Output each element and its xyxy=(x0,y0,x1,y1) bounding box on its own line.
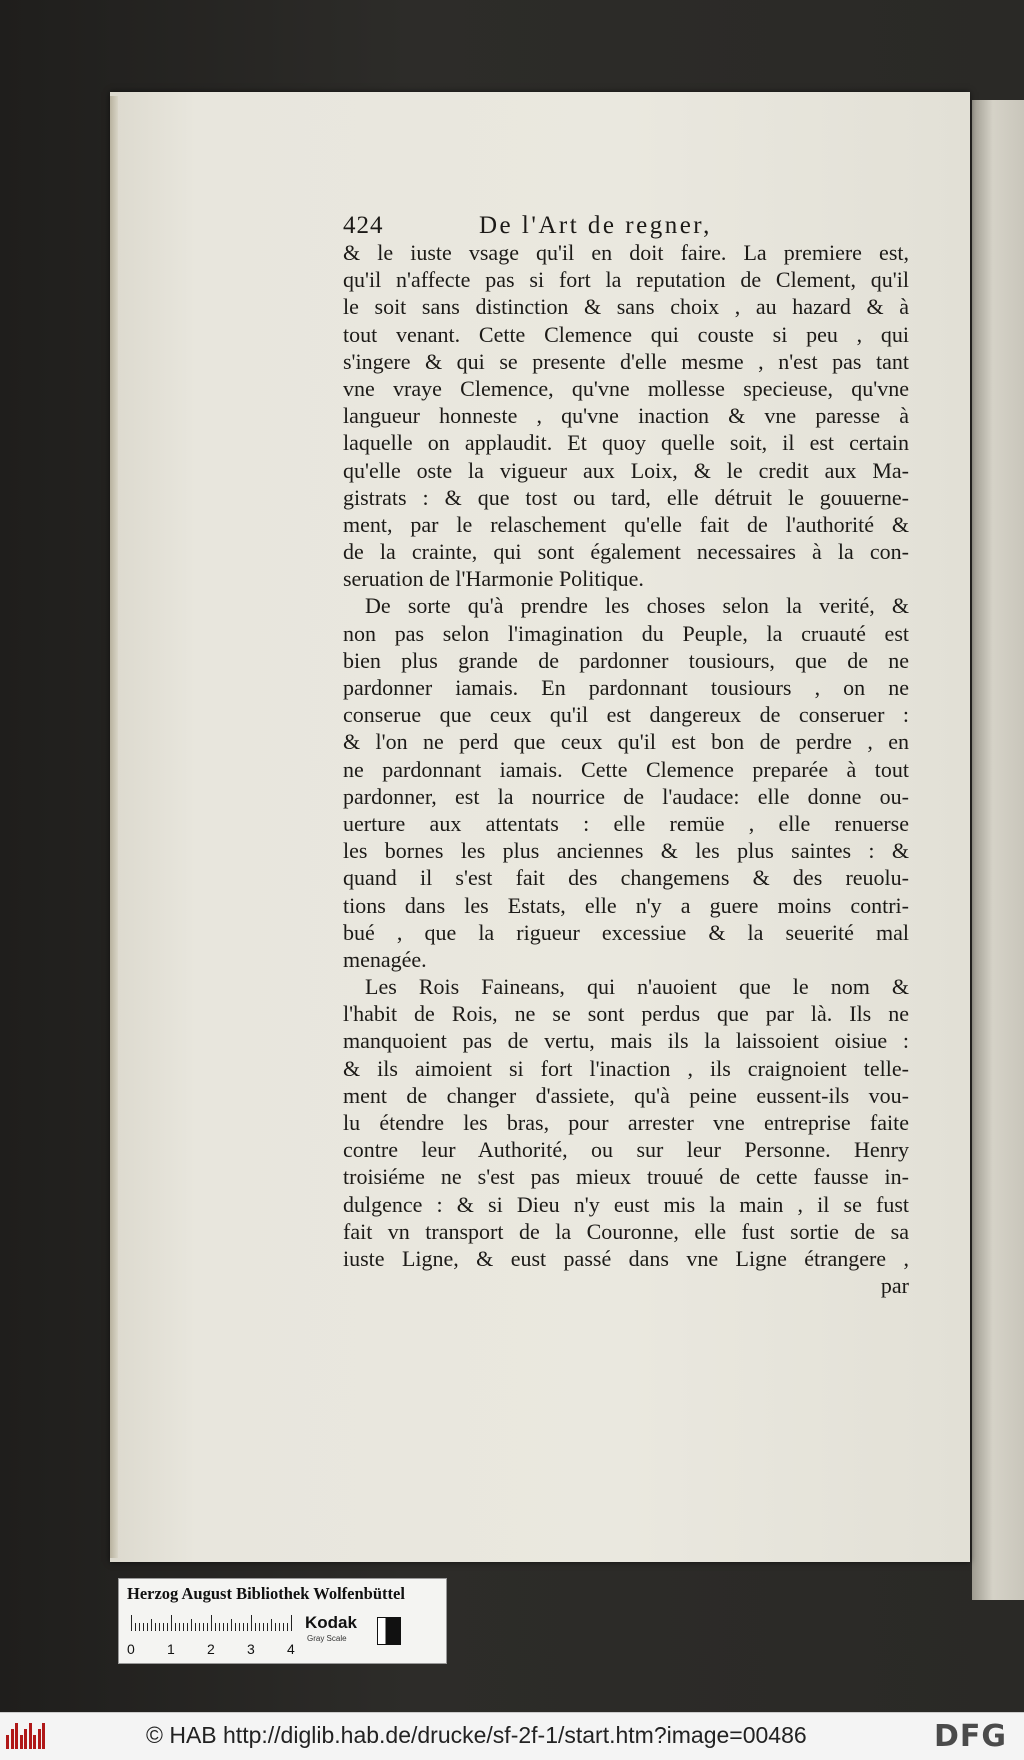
ruler-tick xyxy=(135,1623,136,1631)
ruler-tick xyxy=(219,1623,220,1631)
ruler-tick xyxy=(235,1623,236,1631)
footer-credit-link[interactable]: © HAB http://diglib.hab.de/drucke/sf-2f-1/start.htm?image=00486 xyxy=(146,1722,807,1748)
text-line: le soit sans distinction & sans choix , au hazard & à xyxy=(343,294,909,320)
ruler-tick xyxy=(147,1623,148,1631)
ruler-tick xyxy=(131,1615,132,1631)
ruler-tick xyxy=(239,1623,240,1631)
page-number: 424 xyxy=(343,212,384,239)
facing-page-edge xyxy=(972,100,1024,1600)
text-line: vne vraye Clemence, qu'vne mollesse specieuse, qu'vne xyxy=(343,375,909,401)
text-line: laquelle on applaudit. Et quoy quelle soit, il est certain xyxy=(343,430,909,456)
ruler-tick xyxy=(183,1623,184,1631)
ruler-tick xyxy=(215,1623,216,1631)
text-line: ne pardonnant iamais. Cette Clemence preparée à tout xyxy=(343,756,909,782)
text-line: pardonner iamais. En pardonnant tousiours , on ne xyxy=(343,675,909,700)
body-text xyxy=(343,239,909,1299)
ruler-tick xyxy=(291,1615,292,1631)
text-line: bué , que la rigueur excessiue & la seuerité mal xyxy=(343,919,909,945)
gray-scale-patch xyxy=(377,1617,401,1645)
ruler-tick xyxy=(283,1623,284,1631)
ruler-tick xyxy=(155,1623,156,1631)
text-line: dulgence : & si Dieu n'y eust mis la main , il se fust xyxy=(343,1191,909,1217)
ruler-tick xyxy=(163,1623,164,1631)
page-gutter-shadow xyxy=(110,96,118,1558)
ruler-tick xyxy=(171,1615,172,1631)
ruler-tick xyxy=(187,1623,188,1631)
running-title: De l'Art de regner, xyxy=(479,212,712,239)
ruler-tick xyxy=(263,1623,264,1631)
ruler-tick xyxy=(275,1623,276,1631)
text-line: pardonner, est la nourrice de l'audace: elle donne ou- xyxy=(343,783,909,809)
ruler-tick xyxy=(287,1623,288,1631)
ruler-tick xyxy=(143,1623,144,1631)
ruler-tick xyxy=(251,1615,252,1631)
ruler-tick xyxy=(247,1623,248,1631)
ruler-tick xyxy=(279,1623,280,1631)
text-line: uerture aux attentats : elle remüe , elle renuerse xyxy=(343,810,909,836)
ruler-number: 1 xyxy=(167,1641,175,1657)
text-line: troisiéme ne s'est pas mieux trouué de cette fausse in- xyxy=(343,1164,909,1190)
text-line: fait vn transport de la Couronne, elle fust sortie de sa xyxy=(343,1218,909,1244)
text-line: tout venant. Cette Clemence qui couste si peu , qui xyxy=(343,321,909,347)
ruler-tick xyxy=(139,1623,140,1631)
ruler-tick xyxy=(151,1619,152,1631)
dfg-logo: DFG xyxy=(934,1719,1008,1754)
text-line: quand il s'est fait des changemens & des reuolu- xyxy=(343,865,909,891)
text-line: & ils aimoient si fort l'inaction , ils craignoient telle- xyxy=(343,1055,909,1081)
text-line: conserue que ceux qu'il est dangereux de conseruer : xyxy=(343,702,909,728)
text-line: contre leur Authorité, ou sur leur Personne. Henry xyxy=(343,1137,909,1163)
ruler-tick xyxy=(227,1623,228,1631)
ruler-tick xyxy=(159,1623,160,1631)
ruler-tick xyxy=(203,1623,204,1631)
ruler-tick xyxy=(191,1619,192,1631)
ruler-tick xyxy=(255,1623,256,1631)
text-line: tions dans les Estats, elle n'y a guere moins contri- xyxy=(343,892,909,918)
ruler-number: 0 xyxy=(127,1641,135,1657)
running-head xyxy=(343,212,909,239)
text-line: & l'on ne perd que ceux qu'il est bon de perdre , en xyxy=(343,729,909,755)
text-line: qu'elle oste la vigueur aux Loix, & le credit aux Ma- xyxy=(343,457,909,483)
text-line: iuste Ligne, & eust passé dans vne Ligne étrangere , xyxy=(343,1245,909,1271)
ruler-number: 3 xyxy=(247,1641,255,1657)
ruler-tick xyxy=(231,1619,232,1631)
footer-bar xyxy=(0,1712,1024,1760)
text-line: De sorte qu'à prendre les choses selon la verité, & xyxy=(365,593,909,619)
ruler-numbers xyxy=(127,1641,307,1659)
text-line: non pas selon l'imagination du Peuple, la cruauté est xyxy=(343,620,909,646)
text-line: seruation de l'Harmonie Politique. xyxy=(343,566,644,592)
text-line: lu étendre les bras, pour arrester vne entreprise faite xyxy=(343,1110,909,1135)
ruler-tick xyxy=(267,1623,268,1631)
ruler-tick xyxy=(167,1623,168,1631)
text-line: par xyxy=(880,1273,909,1299)
text-line: menagée. xyxy=(343,946,427,972)
text-line: ment, par le relaschement qu'elle fait de l'authorité & xyxy=(343,511,909,537)
ruler-number: 2 xyxy=(207,1641,215,1657)
text-line: gistrats : & que tost ou tard, elle détruit le gouuerne- xyxy=(343,484,909,510)
text-line: l'habit de Rois, ne se sont perdus que par là. Ils ne xyxy=(343,1001,909,1027)
text-line: ment de changer d'assiete, qu'à peine eussent-ils vou- xyxy=(343,1082,909,1108)
kodak-subtitle: Gray Scale xyxy=(307,1634,347,1643)
hab-logo-icon xyxy=(6,1723,48,1749)
ruler-number: 4 xyxy=(287,1641,295,1657)
scale-ruler xyxy=(131,1615,293,1631)
text-line: de la crainte, qui sont également necessaires à la con- xyxy=(343,539,909,565)
ruler-tick xyxy=(223,1623,224,1631)
institution-label: Herzog August Bibliothek Wolfenbüttel xyxy=(127,1584,405,1603)
kodak-logo: Kodak xyxy=(305,1613,357,1632)
ruler-tick xyxy=(195,1623,196,1631)
text-line: manquoient pas de vertu, mais ils la laissoient oisiue : xyxy=(343,1028,909,1054)
ruler-tick xyxy=(207,1623,208,1631)
ruler-tick xyxy=(179,1623,180,1631)
text-line: qu'il n'affecte pas si fort la reputation de Clement, qu'il xyxy=(343,267,909,293)
text-line: s'ingere & qui se presente d'elle mesme , n'est pas tant xyxy=(343,348,909,374)
text-line: langueur honneste , qu'vne inaction & vne paresse à xyxy=(343,403,909,429)
ruler-tick xyxy=(271,1619,272,1631)
ruler-tick xyxy=(243,1623,244,1631)
text-line: Les Rois Faineans, qui n'auoient que le nom & xyxy=(365,974,909,1000)
text-line: & le iuste vsage qu'il en doit faire. La premiere est, xyxy=(343,240,909,265)
text-line: bien plus grande de pardonner tousiours, que de ne xyxy=(343,647,909,673)
ruler-tick xyxy=(175,1623,176,1631)
color-calibration-target xyxy=(118,1578,447,1664)
ruler-tick xyxy=(211,1615,212,1631)
text-line: les bornes les plus anciennes & les plus saintes : & xyxy=(343,838,909,864)
ruler-tick xyxy=(199,1623,200,1631)
page-text xyxy=(343,212,909,1299)
ruler-tick xyxy=(259,1623,260,1631)
